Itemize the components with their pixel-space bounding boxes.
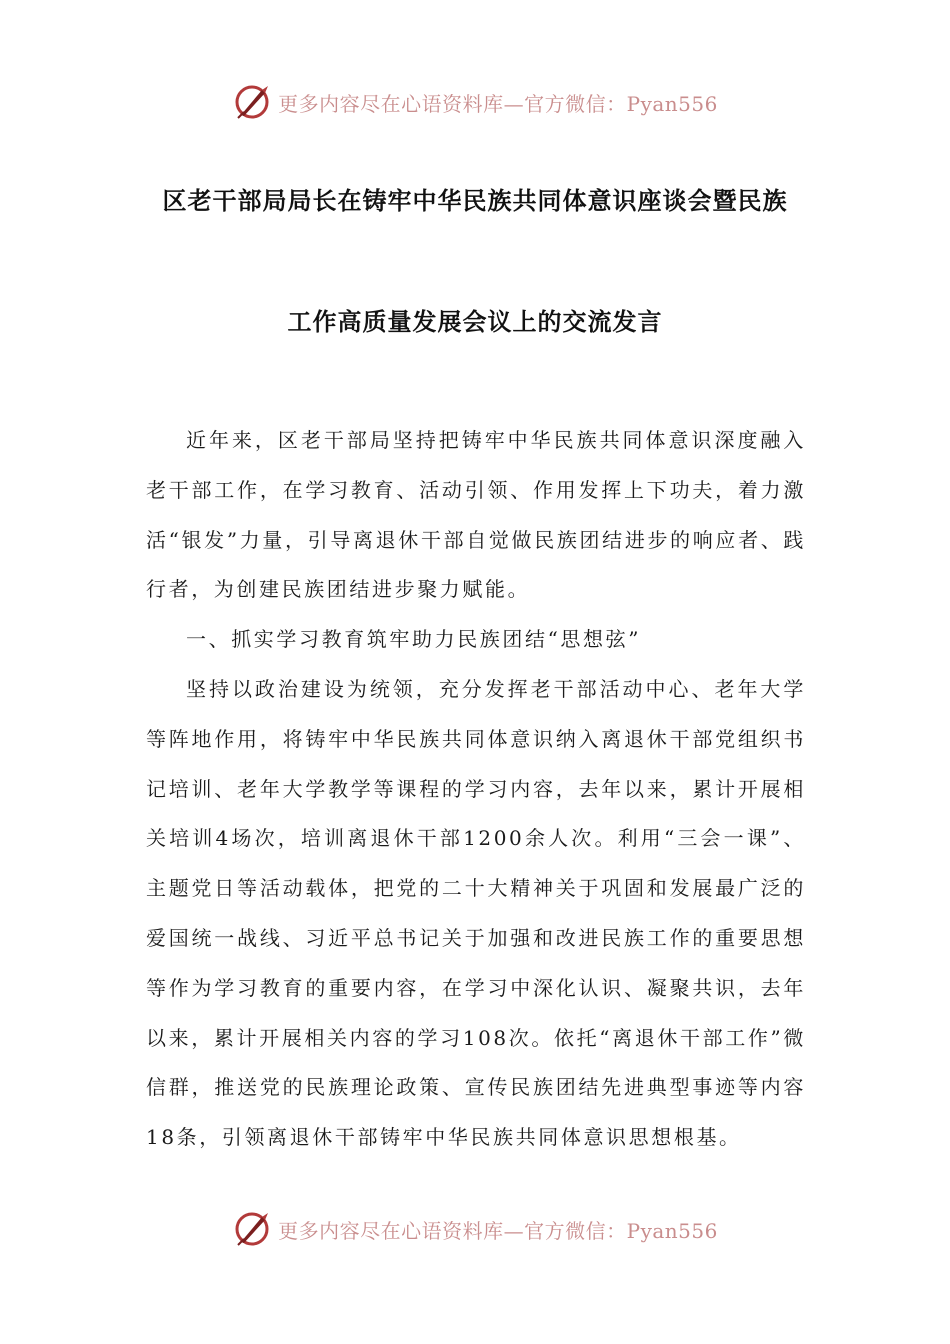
section-heading-1: 一、抓实学习教育筑牢助力民族团结“思想弦” <box>186 627 642 652</box>
quill-pen-logo-icon <box>232 82 272 122</box>
watermark-text: 更多内容尽在心语资料库—官方微信：Pyan556 <box>278 1218 718 1243</box>
document-title-line-1: 区老干部局局长在铸牢中华民族共同体意识座谈会暨民族 <box>162 187 788 215</box>
footer-watermark <box>0 1207 950 1251</box>
paragraph-section-1: 坚持以政治建设为统领，充分发挥老干部活动中心、老年大学等阵地作用，将铸牢中华民族共同体意识纳入离退休干部党组织书记培训、老年大学教学等课程的学习内容，去年以来，累计开展相关培训4场次，培训离退休干部1200余人次。利用“三会一课”、主题党日等活动载体，把党的二十大精神关于巩固和发展最广泛的爱国统一战线、习近平总书记关于加强和改进民族工作的重要思想等作为学习教育的重要内容，在学习中深化认识、凝聚共识，去年以来，累计开展相关内容的学习108次。依托“离退休干部工作”微信群，推送党的民族理论政策、宣传民族团结先进典型事迹等内容18条，引领离退休干部铸牢中华民族共同体意识思想根基。 <box>146 676 806 1150</box>
document-title-line-2: 工作高质量发展会议上的交流发言 <box>287 308 663 336</box>
document-body <box>146 416 806 1163</box>
quill-pen-logo-icon <box>232 1209 272 1249</box>
paragraph-intro: 近年来，区老干部局坚持把铸牢中华民族共同体意识深度融入老干部工作，在学习教育、活动引领、作用发挥上下功夫，着力激活“银发”力量，引导离退休干部自觉做民族团结进步的响应者、践行者，为创建民族团结进步聚力赋能。 <box>146 428 806 602</box>
watermark-text: 更多内容尽在心语资料库—官方微信：Pyan556 <box>278 91 718 116</box>
header-watermark <box>0 80 950 124</box>
